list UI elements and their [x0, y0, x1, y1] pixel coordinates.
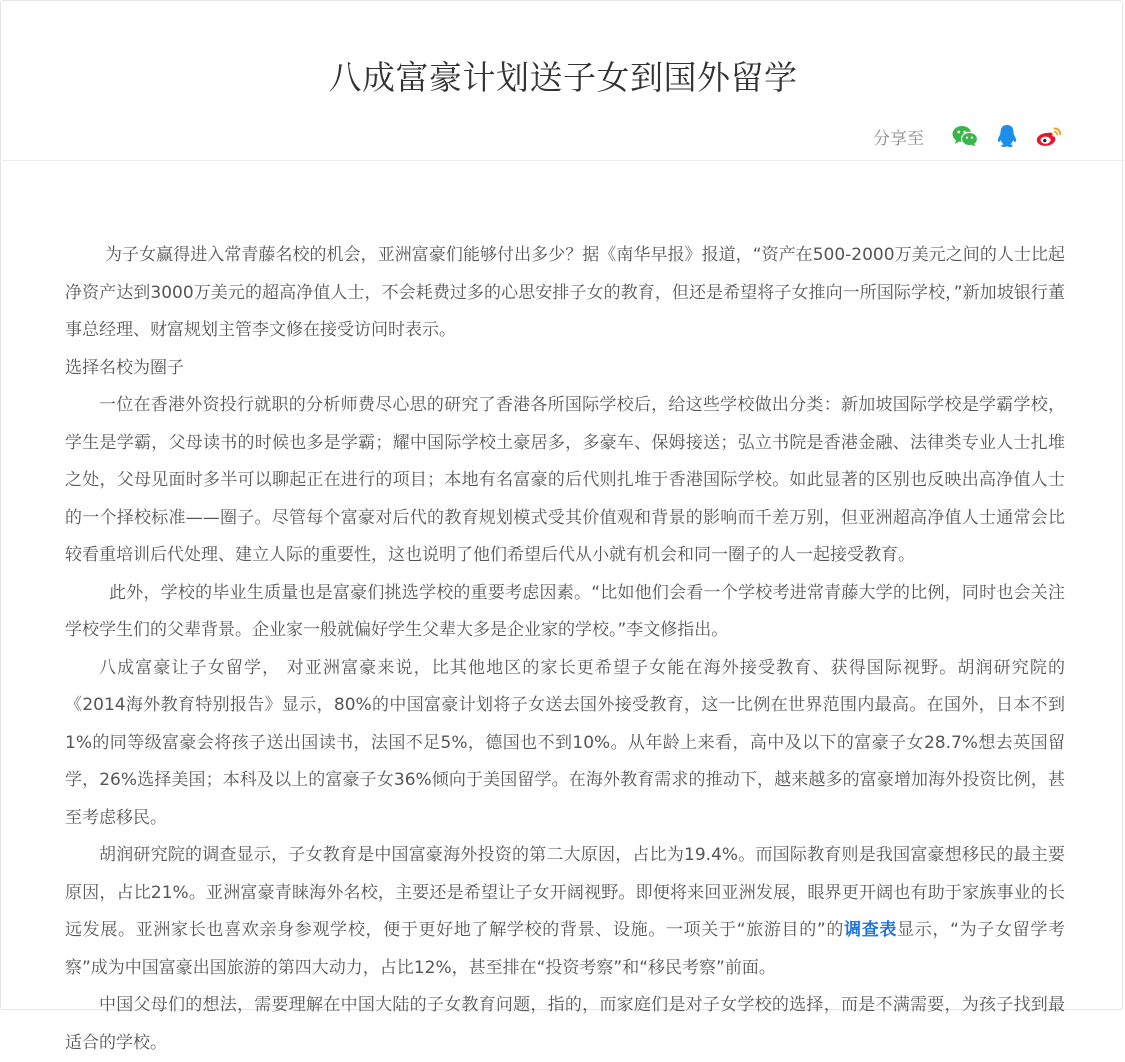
paragraph-eighty-percent: 八成富豪让子女留学， 对亚洲富豪来说，比其他地区的家长更希望子女能在海外接受教育、获得国际视野。胡润研究院的《2014海外教育特别报告》显示，80%的中国富豪计划将子女送去国外接受教育，这一比例在世界范围内最高。在国外，日本不到1%的同等级富豪会将孩子送出国读书，法国不足5%，德国也不到10%。从年龄上来看，高中及以下的富豪子女28.7%想去英国留学，26%选择美国；本科及以上的富豪子女36%倾向于美国留学。在海外教育需求的推动下，越来越多的富豪增加海外投资比例，甚至考虑移民。	[65, 657, 1065, 828]
paragraph-intro: 为子女赢得进入常青藤名校的机会，亚洲富豪们能够付出多少？据《南华早报》报道，“资产在500-2000万美元之间的人士比起净资产达到3000万美元的超高净值人士，不会耗费过多的心思安排子女的教育，但还是希望将子女推向一所国际学校，”新加坡银行董事总经理、财富规划主管李文修在接受访问时表示。	[65, 245, 1065, 340]
paragraph-cutoff: 中国父母们的想法，需要理解在中国大陆的子女教育问题，指的，而家庭们是对子女学校的选择，而是不满需要，为孩子找到最适合的学校。	[65, 995, 1065, 1053]
paragraph-circle: 一位在香港外资投行就职的分析师费尽心思的研究了香港各所国际学校后，给这些学校做出分类：新加坡国际学校是学霸学校，学生是学霸，父母读书的时候也多是学霸；耀中国际学校土豪居多，多豪车、保姆接送；弘立书院是香港金融、法律类专业人士扎堆之处，父母见面时多半可以聊起正在进行的项目；本地有名富豪的后代则扎堆于香港国际学校。如此显著的区别也反映出高净值人士的一个择校标准——圈子。尽管每个富豪对后代的教育规划模式受其价值观和背景的影响而千差万别，但亚洲超高净值人士通常会比较看重培训后代处理、建立人际的重要性，这也说明了他们希望后代从小就有机会和同一圈子的人一起接受教育。	[65, 395, 1065, 565]
survey-text-before: 胡润研究院的调查显示，子女教育是中国富豪海外投资的第二大原因，占比为19.4%。而国际教育则是我国富豪想移民的最主要原因，占比21%。亚洲富豪青睐海外名校，主要还是希望让子女开阔视野。即便将来回亚洲发展，眼界更开阔也有助于家族事业的长远发展。亚洲家长也喜欢亲身参观学校，便于更好地了解学校的背景、设施。一项关于“旅游目的”的	[65, 845, 1065, 940]
survey-link[interactable]: 调查表	[844, 920, 898, 940]
weibo-icon[interactable]	[1034, 121, 1064, 151]
share-bar	[873, 121, 1064, 151]
section-heading: 选择名校为圈子	[65, 357, 184, 378]
article-header	[2, 2, 1124, 161]
paragraph-survey	[65, 837, 1065, 987]
wechat-icon[interactable]	[950, 121, 980, 151]
paragraph-graduates: 此外，学校的毕业生质量也是富豪们挑选学校的重要考虑因素。“比如他们会看一个学校考进常青藤大学的比例，同时也会关注学校学生们的父辈背景。企业家一般就偏好学生父辈大多是企业家的学校。”李文修指出。	[65, 582, 1065, 640]
share-label: 分享至	[873, 128, 924, 149]
survey-text-after: 显示，“为子女留学考察”成为中国富豪出国旅游的第四大动力，占比12%，甚至排在“投资考察”和“移民考察”前面。	[65, 920, 1065, 978]
article-body	[65, 237, 1065, 1062]
qq-icon[interactable]	[992, 121, 1022, 151]
article-title: 八成富豪计划送子女到国外留学	[328, 58, 798, 97]
